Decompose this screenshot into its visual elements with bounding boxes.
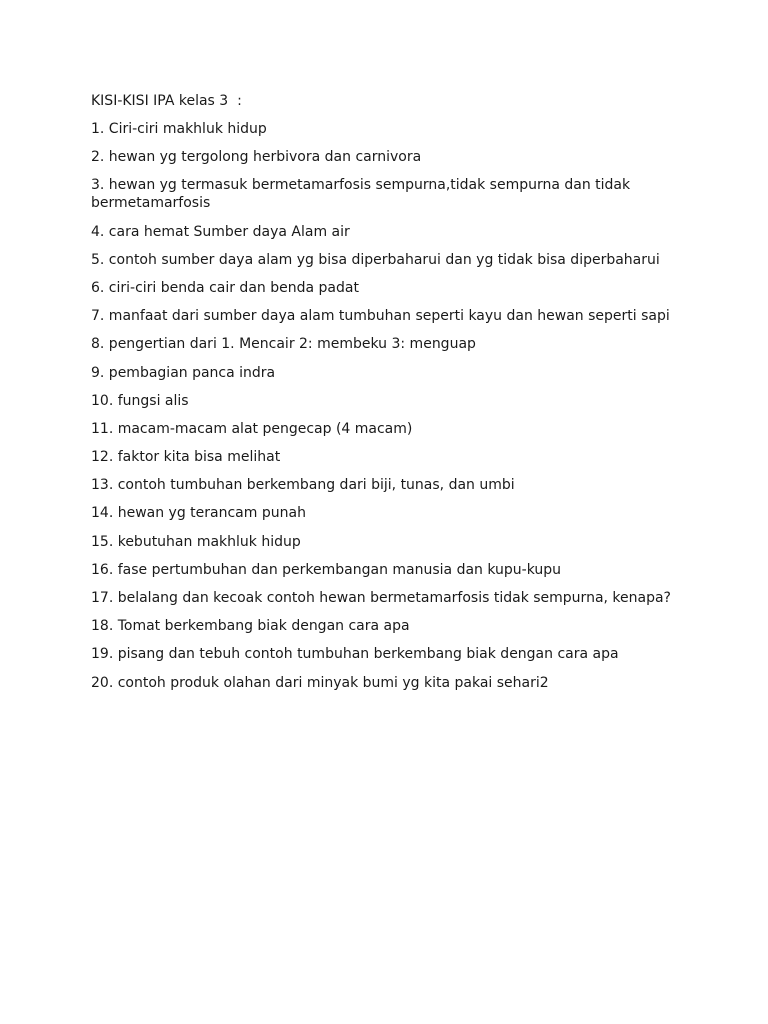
list-item: 17. belalang dan kecoak contoh hewan bermetamarfosis tidak sempurna, kenapa? <box>91 590 671 606</box>
list-item: 20. contoh produk olahan dari minyak bumi yg kita pakai sehari2 <box>91 674 549 691</box>
list-item: 14. hewan yg terancam punah <box>91 505 306 522</box>
list-item: 3. hewan yg termasuk bermetamarfosis sempurna,tidak sempurna dan tidak bermetamarfosis <box>91 177 631 212</box>
list-item: 10. fungsi alis <box>91 392 189 409</box>
list-item: 5. contoh sumber daya alam yg bisa diperbaharui dan yg tidak bisa diperbaharui <box>91 251 660 268</box>
document-title: KISI-KISI IPA kelas 3 : <box>91 93 242 109</box>
list-item: 16. fase pertumbuhan dan perkembangan manusia dan kupu-kupu <box>91 561 562 578</box>
question-list <box>91 120 676 692</box>
list-item: 19. pisang dan tebuh contoh tumbuhan berkembang biak dengan cara apa <box>91 646 619 663</box>
list-item: 4. cara hemat Sumber daya Alam air <box>91 223 350 240</box>
list-item: 8. pengertian dari 1. Mencair 2: membeku 3: menguap <box>91 336 476 353</box>
list-item: 12. faktor kita bisa melihat <box>91 449 281 466</box>
list-item: 9. pembagian panca indra <box>91 364 276 381</box>
document-body <box>91 92 676 702</box>
list-item: 6. ciri-ciri benda cair dan benda padat <box>91 279 359 296</box>
list-item: 18. Tomat berkembang biak dengan cara apa <box>91 618 410 635</box>
list-item: 2. hewan yg tergolong herbivora dan carnivora <box>91 149 422 166</box>
list-item: 11. macam-macam alat pengecap (4 macam) <box>91 420 413 437</box>
list-item: 15. kebutuhan makhluk hidup <box>91 533 301 550</box>
list-item: 1. Ciri-ciri makhluk hidup <box>91 121 267 137</box>
list-item: 13. contoh tumbuhan berkembang dari biji, tunas, dan umbi <box>91 477 515 494</box>
list-item: 7. manfaat dari sumber daya alam tumbuhan seperti kayu dan hewan seperti sapi <box>91 308 670 325</box>
